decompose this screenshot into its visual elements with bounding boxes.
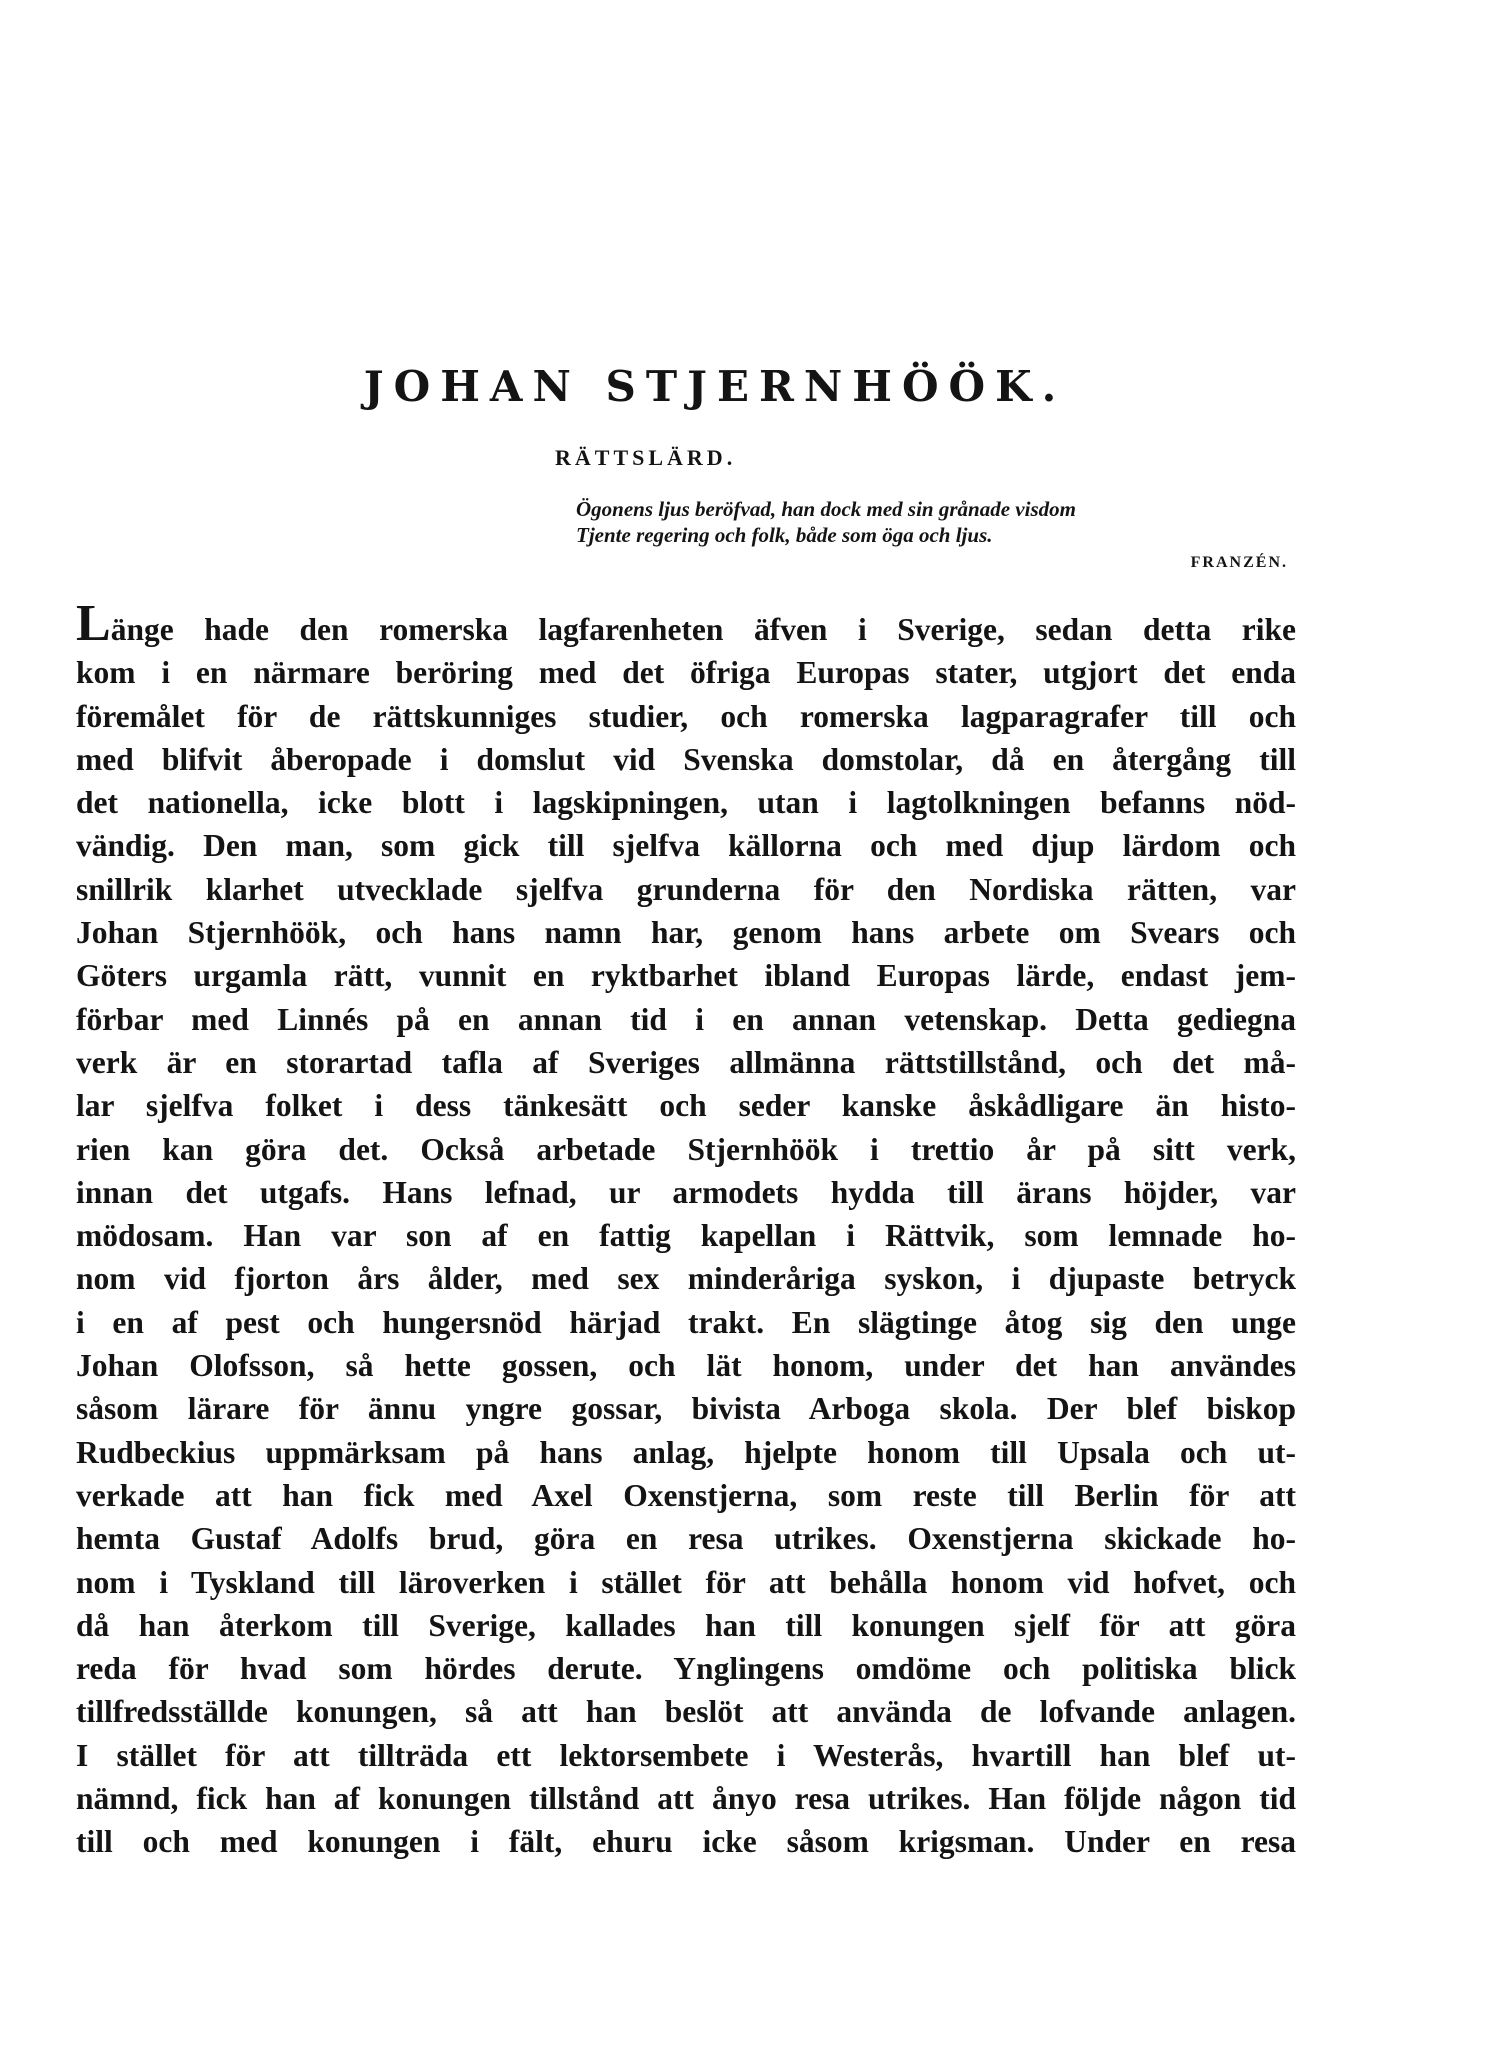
epigraph	[576, 496, 1296, 576]
text-line: till och med konungen i fält, ehuru icke såsom krigsman. Under en resa	[76, 1824, 1296, 1860]
text-line: verk är en storartad tafla af Sveriges allmänna rättstillstånd, och det må-	[76, 1044, 1296, 1080]
text-line: Göters urgamla rätt, vunnit en ryktbarhet ibland Europas lärde, endast jem-	[76, 958, 1296, 994]
text-line: verkade att han fick med Axel Oxenstjerna, som reste till Berlin för att	[76, 1477, 1296, 1513]
body-text	[76, 595, 1296, 1864]
text-line-content: änge hade den romerska lagfarenheten äfven i Sverige, sedan detta rike	[110, 612, 1296, 647]
text-line: såsom lärare för ännu yngre gossar, bivista Arboga skola. Der blef biskop	[76, 1391, 1296, 1427]
epigraph-line: Ögonens ljus beröfvad, han dock med sin grånade visdom	[576, 497, 1076, 521]
text-line: mödosam. Han var son af en fattig kapellan i Rättvik, som lemnade ho-	[76, 1218, 1296, 1254]
text-line: hemta Gustaf Adolfs brud, göra en resa utrikes. Oxenstjerna skickade ho-	[76, 1521, 1296, 1557]
text-line: Rudbeckius uppmärksam på hans anlag, hjelpte honom till Upsala och ut-	[76, 1434, 1296, 1470]
text-line: I stället för att tillträda ett lektorsembete i Westerås, hvartill han blef ut-	[76, 1737, 1296, 1773]
text-line: förbar med Linnés på en annan tid i en annan vetenskap. Detta gediegna	[76, 1001, 1296, 1037]
text-line: i en af pest och hungersnöd härjad trakt. En slägtinge åtog sig den unge	[76, 1304, 1296, 1340]
text-line: innan det utgafs. Hans lefnad, ur armodets hydda till ärans höjder, var	[76, 1174, 1296, 1210]
text-line: tillfredsställde konungen, så att han beslöt att använda de lofvande anlagen.	[76, 1694, 1296, 1730]
text-line: reda för hvad som hördes derute. Ynglingens omdöme och politiska blick	[76, 1651, 1296, 1687]
text-line: då han återkom till Sverige, kallades han till konungen sjelf för att göra	[76, 1607, 1296, 1643]
text-line: snillrik klarhet utvecklade sjelfva grunderna för den Nordiska rätten, var	[76, 871, 1296, 907]
text-line: nämnd, fick han af konungen tillstånd att ånyo resa utrikes. Han följde någon tid	[76, 1781, 1296, 1817]
epigraph-line: Tjente regering och folk, både som öga och ljus.	[576, 523, 993, 547]
text-line: med blifvit åberopade i domslut vid Svenska domstolar, då en återgång till	[76, 741, 1296, 777]
text-line: rien kan göra det. Också arbetade Stjernhöök i trettio år på sitt verk,	[76, 1131, 1296, 1167]
text-line: Johan Olofsson, så hette gossen, och lät honom, under det han användes	[76, 1348, 1296, 1384]
text-line: Johan Stjernhöök, och hans namn har, genom hans arbete om Svears och	[76, 915, 1296, 951]
text-line: lar sjelfva folket i dess tänkesätt och seder kanske åskådligare än histo-	[76, 1088, 1296, 1124]
page-subtitle: RÄTTSLÄRD.	[555, 445, 737, 470]
text-line: kom i en närmare beröring med det öfriga Europas stater, utgjort det enda	[76, 655, 1296, 691]
text-line	[76, 595, 1296, 652]
text-line: nom vid fjorton års ålder, med sex minderåriga syskon, i djupaste betryck	[76, 1261, 1296, 1297]
text-line: det nationella, icke blott i lagskipningen, utan i lagtolkningen befanns nöd-	[76, 785, 1296, 821]
drop-cap: L	[76, 595, 111, 652]
text-line: föremålet för de rättskunniges studier, och romerska lagparagrafer till och	[76, 698, 1296, 734]
text-line: vändig. Den man, som gick till sjelfva källorna och med djup lärdom och	[76, 828, 1296, 864]
page-title: JOHAN STJERNHÖÖK.	[363, 362, 1067, 411]
epigraph-author: FRANZÉN.	[1190, 554, 1288, 571]
text-line: nom i Tyskland till läroverken i stället för att behålla honom vid hofvet, och	[76, 1564, 1296, 1600]
